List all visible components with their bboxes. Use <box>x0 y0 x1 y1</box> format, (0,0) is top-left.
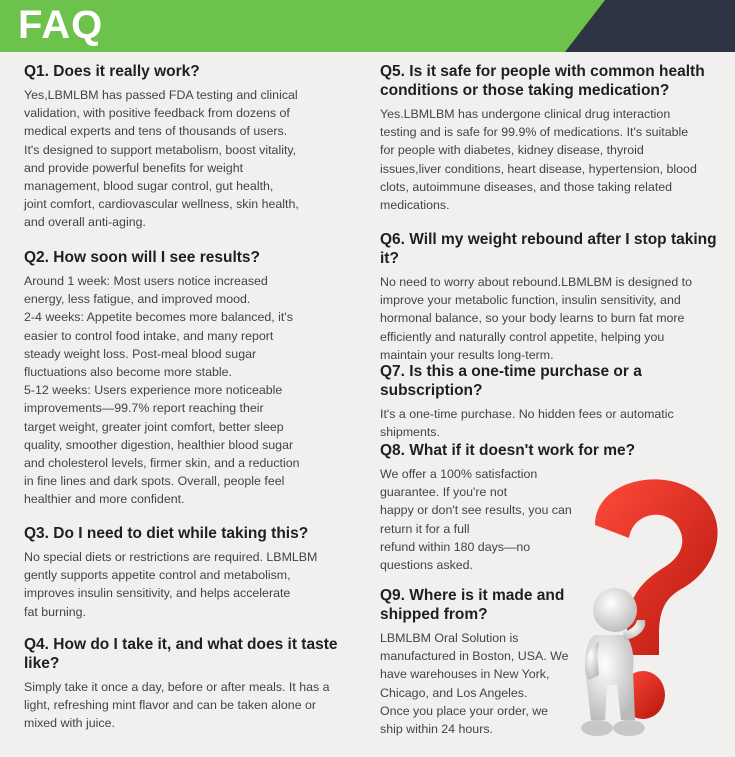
faq-item-q7 <box>380 362 732 441</box>
faq-header <box>0 0 735 52</box>
faq-answer: Yes,LBMLBM has passed FDA testing and clinical validation, with positive feedback from dozens of medical experts and tens of thousands of users. It's designed to support metabolism, boost vitality, and provide powerful benefits for weight management, blood sugar control, gut health, joint comfort, cardiovascular wellness, skin health, and overall anti-aging. <box>24 88 299 230</box>
faq-question: Q1. Does it really work? <box>24 63 200 80</box>
faq-item-q2 <box>24 248 300 509</box>
faq-answer: Around 1 week: Most users notice increased energy, less fatigue, and improved mood. 2-4 weeks: Appetite becomes more balanced, it's easier to control food intake, and many report steady weight loss. Post-meal blood sugar fluctuations also become more stable. 5-12 weeks: Users experience more noticeable improvements—99.7% report reaching their target weight, greater joint comfort, better sleep quality, smoother digestion, healthier blood sugar and cholesterol levels, firmer skin, and a reduction in fine lines and dark spots. Overall, people feel healthier and more confident. <box>24 274 300 507</box>
faq-answer: Simply take it once a day, before or after meals. It has a light, refreshing mint flavor and can be taken alone or mixed with juice. <box>24 680 330 731</box>
faq-answer: LBMLBM Oral Solution is manufactured in Boston, USA. We have warehouses in New York, Chicago, and Los Angeles. Once you place your order, we ship within 24 hours. <box>380 631 569 737</box>
faq-item-q1 <box>24 62 299 232</box>
page-title: FAQ <box>18 3 104 47</box>
faq-question: Q4. How do I take it, and what does it taste like? <box>24 636 338 672</box>
faq-answer: We offer a 100% satisfaction guarantee. If you're not happy or don't see results, you can return it for a full refund within 180 days—no questions asked. <box>380 467 572 573</box>
faq-question: Q9. Where is it made and shipped from? <box>380 587 565 623</box>
faq-question: Q2. How soon will I see results? <box>24 249 261 266</box>
faq-question: Q8. What if it doesn't work for me? <box>380 442 636 459</box>
faq-question: Q5. Is it safe for people with common health conditions or those taking medication? <box>380 63 705 99</box>
faq-question: Q6. Will my weight rebound after I stop taking it? <box>380 231 717 267</box>
faq-answer: No need to worry about rebound.LBMLBM is designed to improve your metabolic function, insulin sensitivity, and hormonal balance, so your body learns to burn fat more efficiently and naturally control appetite, helping you maintain your results long-term. <box>380 275 693 362</box>
faq-answer: No special diets or restrictions are required. LBMLBM gently supports appetite control and metabolism, improves insulin sensitivity, and helps accelerate fat burning. <box>24 550 318 619</box>
faq-answer: It's a one-time purchase. No hidden fees or automatic shipments. <box>380 407 674 440</box>
faq-question: Q7. Is this a one-time purchase or a subscription? <box>380 363 642 399</box>
thinking-figure-question-mark-icon <box>555 470 735 757</box>
faq-item-q6 <box>380 230 732 364</box>
faq-answer: Yes.LBMLBM has undergone clinical drug interaction testing and is safe for 99.9% of medications. It's suitable for people with diabetes, kidney disease, thyroid issues,liver conditions, heart disease, hypertension, blood clots, autoimmune diseases, and those taking related medications. <box>380 107 697 213</box>
faq-question: Q3. Do I need to diet while taking this? <box>24 525 309 542</box>
faq-item-q3 <box>24 524 317 621</box>
header-dark-corner <box>565 0 735 52</box>
faq-item-q5 <box>380 62 705 214</box>
faq-item-q4 <box>24 635 338 733</box>
